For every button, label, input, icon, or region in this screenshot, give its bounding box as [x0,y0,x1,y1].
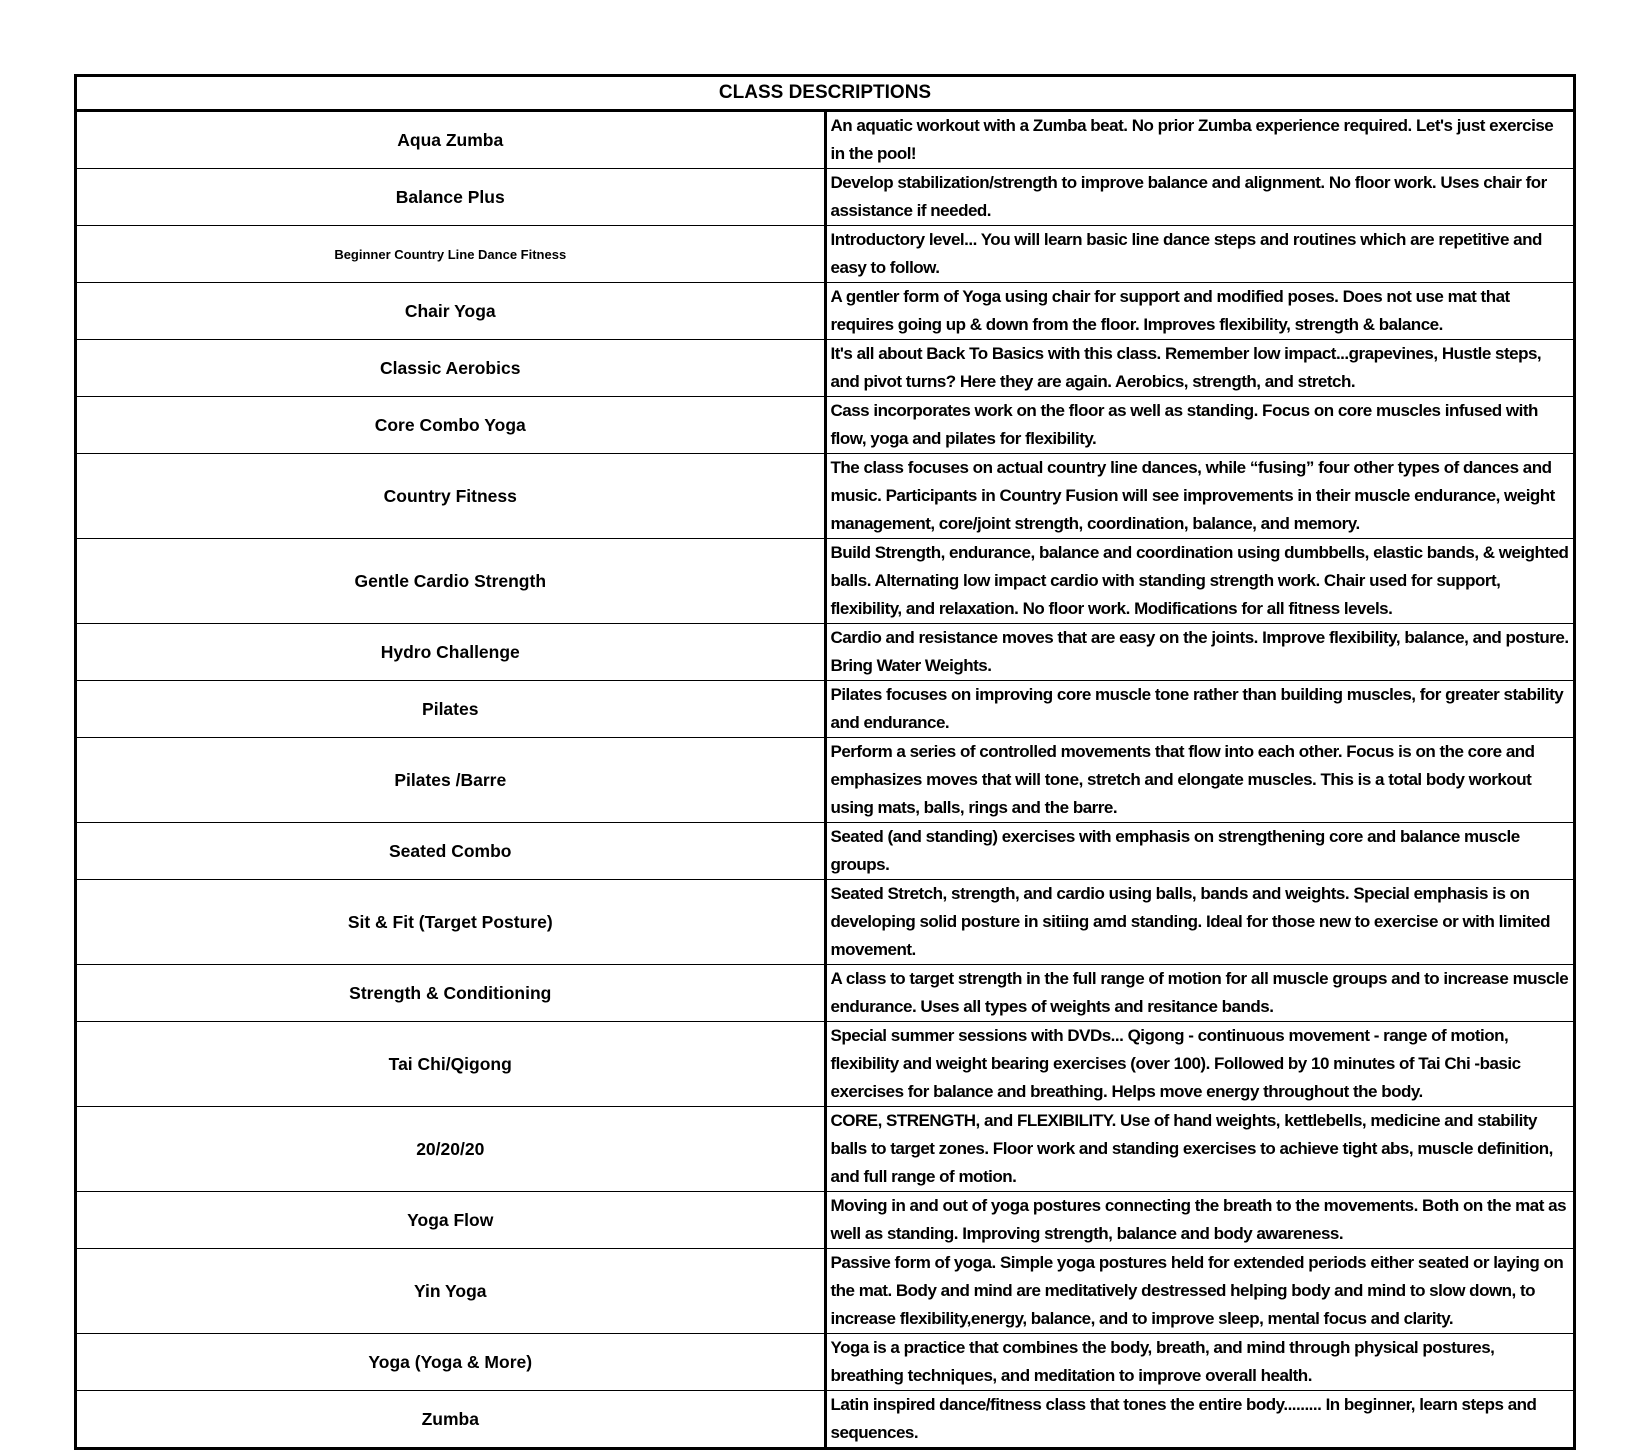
class-description: Cardio and resistance moves that are easy on the joints. Improve flexibility, balance, and posture. Bring Water Weights. [825,624,1575,681]
class-name: Beginner Country Line Dance Fitness [76,226,826,283]
class-description: The class focuses on actual country line dances, while “fusing” four other types of dances and music. Participants in Country Fusion will see improvements in their muscle endurance, weight management, core/joint strength, coordination, balance, and memory. [825,454,1575,539]
class-description: Build Strength, endurance, balance and coordination using dumbbells, elastic bands, & weighted balls. Alternating low impact cardio with standing strength work. Chair used for support, flexibility, and relaxation. No floor work. Modifications for all fitness levels. [825,539,1575,624]
table-title: CLASS DESCRIPTIONS [76,76,1575,111]
class-description: Introductory level... You will learn basic line dance steps and routines which are repetitive and easy to follow. [825,226,1575,283]
table-row [76,1249,1575,1334]
table-row [76,226,1575,283]
class-name: Tai Chi/Qigong [76,1022,826,1107]
class-name: Pilates [76,681,826,738]
class-description: It's all about Back To Basics with this class. Remember low impact...grapevines, Hustle steps, and pivot turns? Here they are again. Aerobics, strength, and stretch. [825,340,1575,397]
class-description: Cass incorporates work on the floor as well as standing. Focus on core muscles infused with flow, yoga and pilates for flexibility. [825,397,1575,454]
table-row [76,681,1575,738]
class-name: Aqua Zumba [76,111,826,169]
class-description: Perform a series of controlled movements that flow into each other. Focus is on the core and emphasizes moves that will tone, stretch and elongate muscles. This is a total body workout using mats, balls, rings and the barre. [825,738,1575,823]
table-row [76,1334,1575,1391]
class-name: Core Combo Yoga [76,397,826,454]
class-name: Yoga (Yoga & More) [76,1334,826,1391]
class-name: Hydro Challenge [76,624,826,681]
class-name: Yoga Flow [76,1192,826,1249]
class-name: Yin Yoga [76,1249,826,1334]
class-name: Country Fitness [76,454,826,539]
class-name: Classic Aerobics [76,340,826,397]
table-row [76,539,1575,624]
class-description: Special summer sessions with DVDs... Qigong - continuous movement - range of motion, flexibility and weight bearing exercises (over 100). Followed by 10 minutes of Tai Chi -basic exercises for balance and breathing. Helps move energy throughout the body. [825,1022,1575,1107]
class-description: Pilates focuses on improving core muscle tone rather than building muscles, for greater stability and endurance. [825,681,1575,738]
table-row [76,738,1575,823]
class-description: Seated Stretch, strength, and cardio using balls, bands and weights. Special emphasis is on developing solid posture in sitiing amd standing. Ideal for those new to exercise or with limited movement. [825,880,1575,965]
table-row [76,283,1575,340]
class-description: Seated (and standing) exercises with emphasis on strengthening core and balance muscle groups. [825,823,1575,880]
class-name: 20/20/20 [76,1107,826,1192]
table-row [76,340,1575,397]
table-row [76,965,1575,1022]
table-row [76,169,1575,226]
table-row [76,1192,1575,1249]
class-name: Pilates /Barre [76,738,826,823]
class-description: Moving in and out of yoga postures connecting the breath to the movements. Both on the mat as well as standing. Improving strength, balance and body awareness. [825,1192,1575,1249]
table-row [76,454,1575,539]
class-description: A gentler form of Yoga using chair for support and modified poses. Does not use mat that requires going up & down from the floor. Improves flexibility, strength & balance. [825,283,1575,340]
class-descriptions-table [74,74,1576,1450]
class-description: An aquatic workout with a Zumba beat. No prior Zumba experience required. Let's just exercise in the pool! [825,111,1575,169]
table-row [76,1022,1575,1107]
table-row [76,1107,1575,1192]
title-row [76,76,1575,111]
class-name: Gentle Cardio Strength [76,539,826,624]
class-description: Latin inspired dance/fitness class that tones the entire body......... In beginner, learn steps and sequences. [825,1391,1575,1449]
class-description: Develop stabilization/strength to improve balance and alignment. No floor work. Uses chair for assistance if needed. [825,169,1575,226]
table-row [76,1391,1575,1449]
class-name: Sit & Fit (Target Posture) [76,880,826,965]
class-description: Yoga is a practice that combines the body, breath, and mind through physical postures, breathing techniques, and meditation to improve overall health. [825,1334,1575,1391]
class-name: Seated Combo [76,823,826,880]
class-description: A class to target strength in the full range of motion for all muscle groups and to increase muscle endurance. Uses all types of weights and resitance bands. [825,965,1575,1022]
class-name: Strength & Conditioning [76,965,826,1022]
class-name: Chair Yoga [76,283,826,340]
table-row [76,111,1575,169]
table-row [76,880,1575,965]
class-name: Zumba [76,1391,826,1449]
table-row [76,624,1575,681]
class-description: Passive form of yoga. Simple yoga postures held for extended periods either seated or laying on the mat. Body and mind are meditatively destressed helping body and mind to slow down, to increase flexibility,energy, balance, and to improve sleep, mental focus and clarity. [825,1249,1575,1334]
table-row [76,397,1575,454]
table-row [76,823,1575,880]
class-name: Balance Plus [76,169,826,226]
class-description: CORE, STRENGTH, and FLEXIBILITY. Use of hand weights, kettlebells, medicine and stability balls to target zones. Floor work and standing exercises to achieve tight abs, muscle definition, and full range of motion. [825,1107,1575,1192]
